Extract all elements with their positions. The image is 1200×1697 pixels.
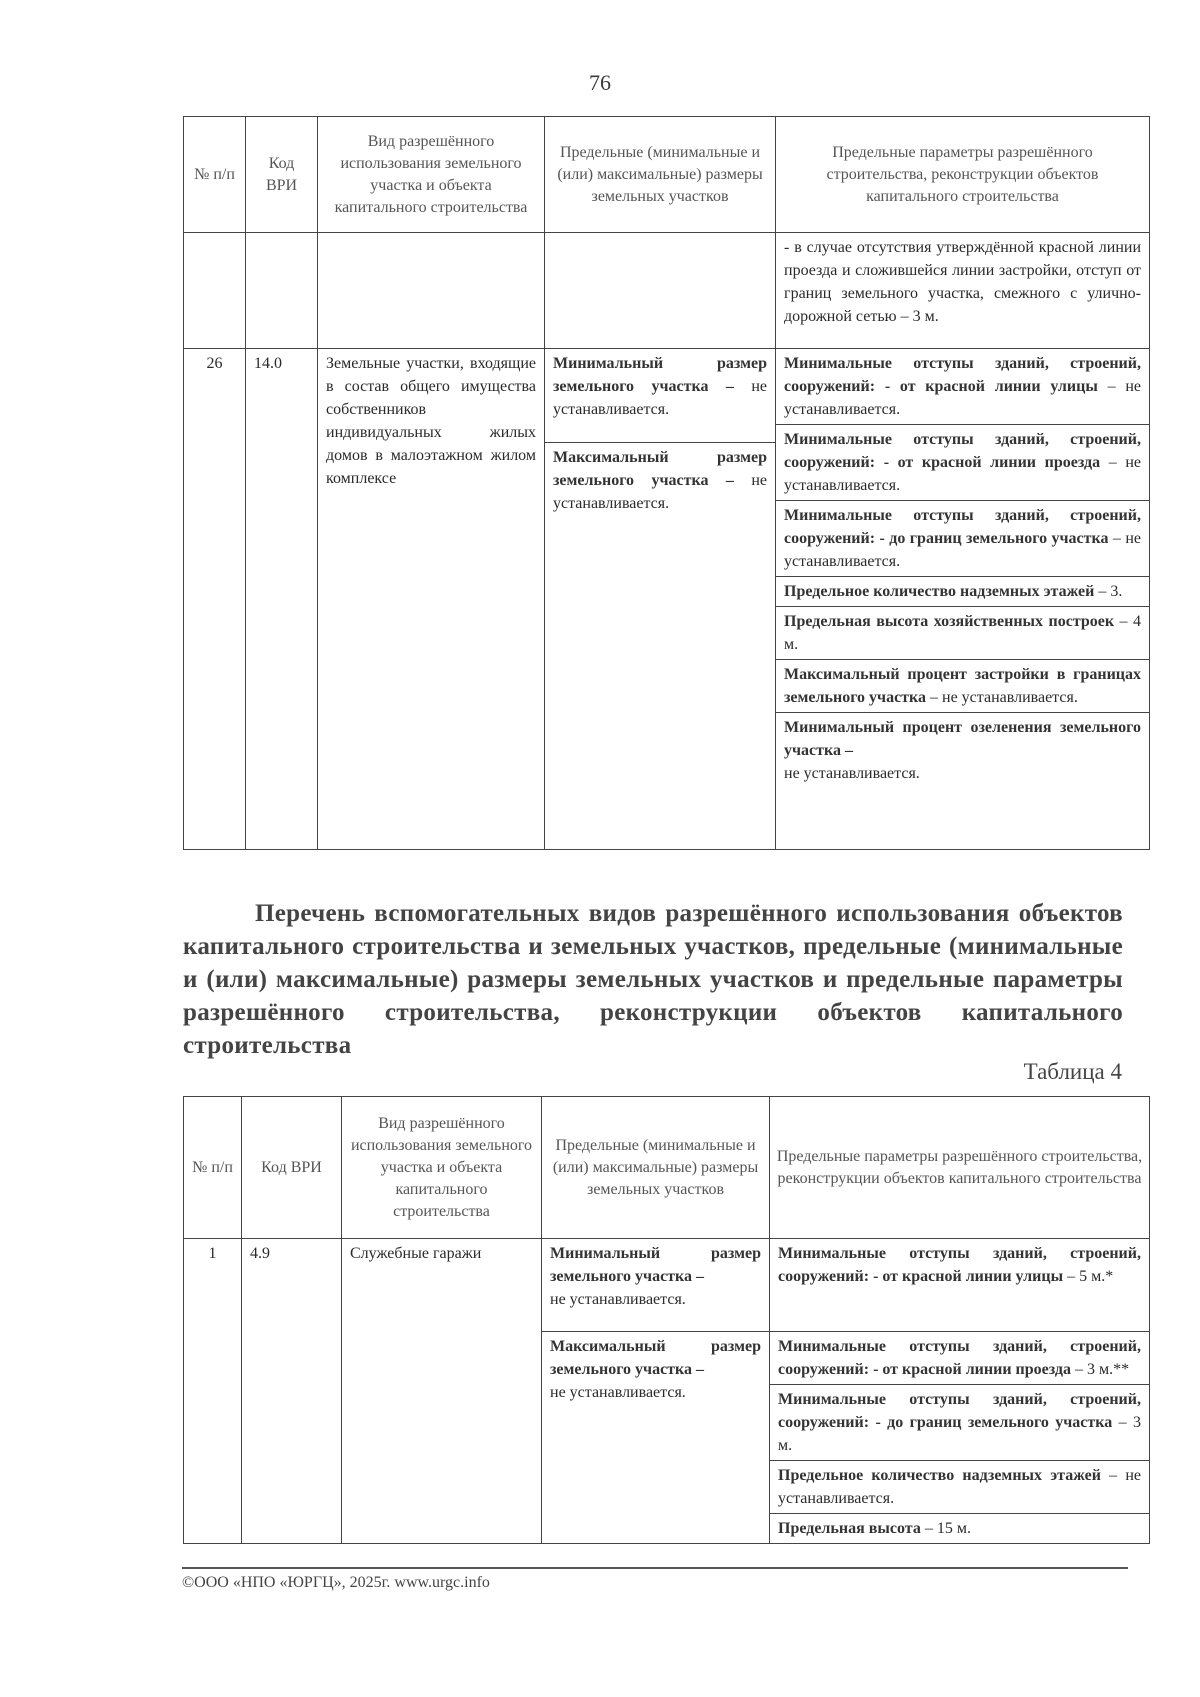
param-cell: Минимальные отступы зданий, строений, сооружений: - до границ земельного участка – 3 м. — [770, 1385, 1149, 1461]
size-min-cell: Минимальный размер земельного участка – не устанавливается. — [545, 349, 775, 442]
header-type: Вид разрешённого использования земельного участка и объекта капитального строительства — [342, 1097, 542, 1239]
table-header-row — [184, 1097, 1150, 1239]
row-type: Земельные участки, входящие в состав общего имущества собственников индивидуальных жилых домов в малоэтажном жилом комплексе — [318, 349, 545, 850]
param-cell: Минимальные отступы зданий, строений, сооружений: - от красной линии проезда – 3 м.** — [770, 1332, 1149, 1385]
page-number: 76 — [589, 70, 611, 95]
section-heading: Перечень вспомогательных видов разрешённого использования объектов капитального строительства и земельных участков, предельные (минимальные и (или) максимальные) размеры земельных участков и предельные параметры разрешённого строительства, реконструкции объектов капитального строительства — [183, 900, 1123, 1059]
table-auxiliary-uses — [183, 1096, 1150, 1544]
header-params: Предельные параметры разрешённого строительства, реконструкции объектов капитального строительства — [776, 117, 1150, 233]
param-cell: Предельная высота хозяйственных построек – 4 м. — [776, 607, 1149, 660]
param-cell: Минимальные отступы зданий, строений, сооружений: - до границ земельного участка – не устанавливается. — [776, 501, 1149, 577]
header-code: Код ВРИ — [246, 117, 318, 233]
param-cell: Максимальный процент застройки в границах земельного участка – не устанавливается. — [776, 660, 1149, 713]
param-cell: Минимальные отступы зданий, строений, сооружений: - от красной линии проезда – не устанавливается. — [776, 425, 1149, 501]
row-type: Служебные гаражи — [342, 1239, 542, 1544]
size-max-cell: Максимальный размер земельного участка – не устанавливается. — [553, 448, 767, 512]
header-num: № п/п — [184, 117, 246, 233]
size-max-cell: Максимальный размер земельного участка – не устанавливается. — [550, 1338, 761, 1401]
param-cell: Предельная высота – 15 м. — [778, 1520, 971, 1537]
table-row-continuation — [184, 233, 1150, 349]
param-cell: Предельное количество надземных этажей – 3. — [776, 577, 1149, 607]
row-num: 1 — [184, 1239, 242, 1544]
header-sizes: Предельные (минимальные и (или) максимальные) размеры земельных участков — [542, 1097, 770, 1239]
footer-copyright: ©ООО «НПО «ЮРГЦ», 2025г. www.urgc.info — [182, 1574, 490, 1591]
param-cell: Предельное количество надземных этажей – не устанавливается. — [770, 1461, 1149, 1514]
table-territorial-zone-main — [183, 116, 1150, 850]
table-row — [184, 1239, 1150, 1544]
header-code: Код ВРИ — [242, 1097, 342, 1239]
table-caption: Таблица 4 — [1023, 1059, 1122, 1084]
table-header-row — [184, 117, 1150, 233]
row-num: 26 — [184, 349, 246, 850]
header-sizes: Предельные (минимальные и (или) максимальные) размеры земельных участков — [545, 117, 776, 233]
table-row — [184, 349, 1150, 850]
header-num: № п/п — [184, 1097, 242, 1239]
footer-divider — [182, 1567, 1128, 1569]
header-type: Вид разрешённого использования земельного участка и объекта капитального строительства — [318, 117, 545, 233]
size-min-cell: Минимальный размер земельного участка – не устанавливается. — [542, 1239, 769, 1332]
row-code: 14.0 — [246, 349, 318, 850]
row-code: 4.9 — [242, 1239, 342, 1544]
row-sizes — [545, 349, 776, 850]
continuation-cell: - в случае отсутствия утверждённой красной линии проезда и сложившейся линии застройки, отступ от границ земельного участка, смежного с улично-дорожной сетью – 3 м. — [776, 233, 1150, 349]
param-cell: Минимальные отступы зданий, строений, сооружений: - от красной линии улицы – 5 м.* — [770, 1239, 1149, 1332]
row-params — [770, 1239, 1150, 1544]
row-sizes — [542, 1239, 770, 1544]
header-params: Предельные параметры разрешённого строительства, реконструкции объектов капитального строительства — [770, 1097, 1150, 1239]
row-params — [776, 349, 1150, 850]
param-cell: Минимальные отступы зданий, строений, сооружений: - от красной линии улицы – не устанавливается. — [776, 349, 1149, 425]
param-cell: Минимальный процент озеленения земельного участка – не устанавливается. — [784, 719, 1141, 782]
